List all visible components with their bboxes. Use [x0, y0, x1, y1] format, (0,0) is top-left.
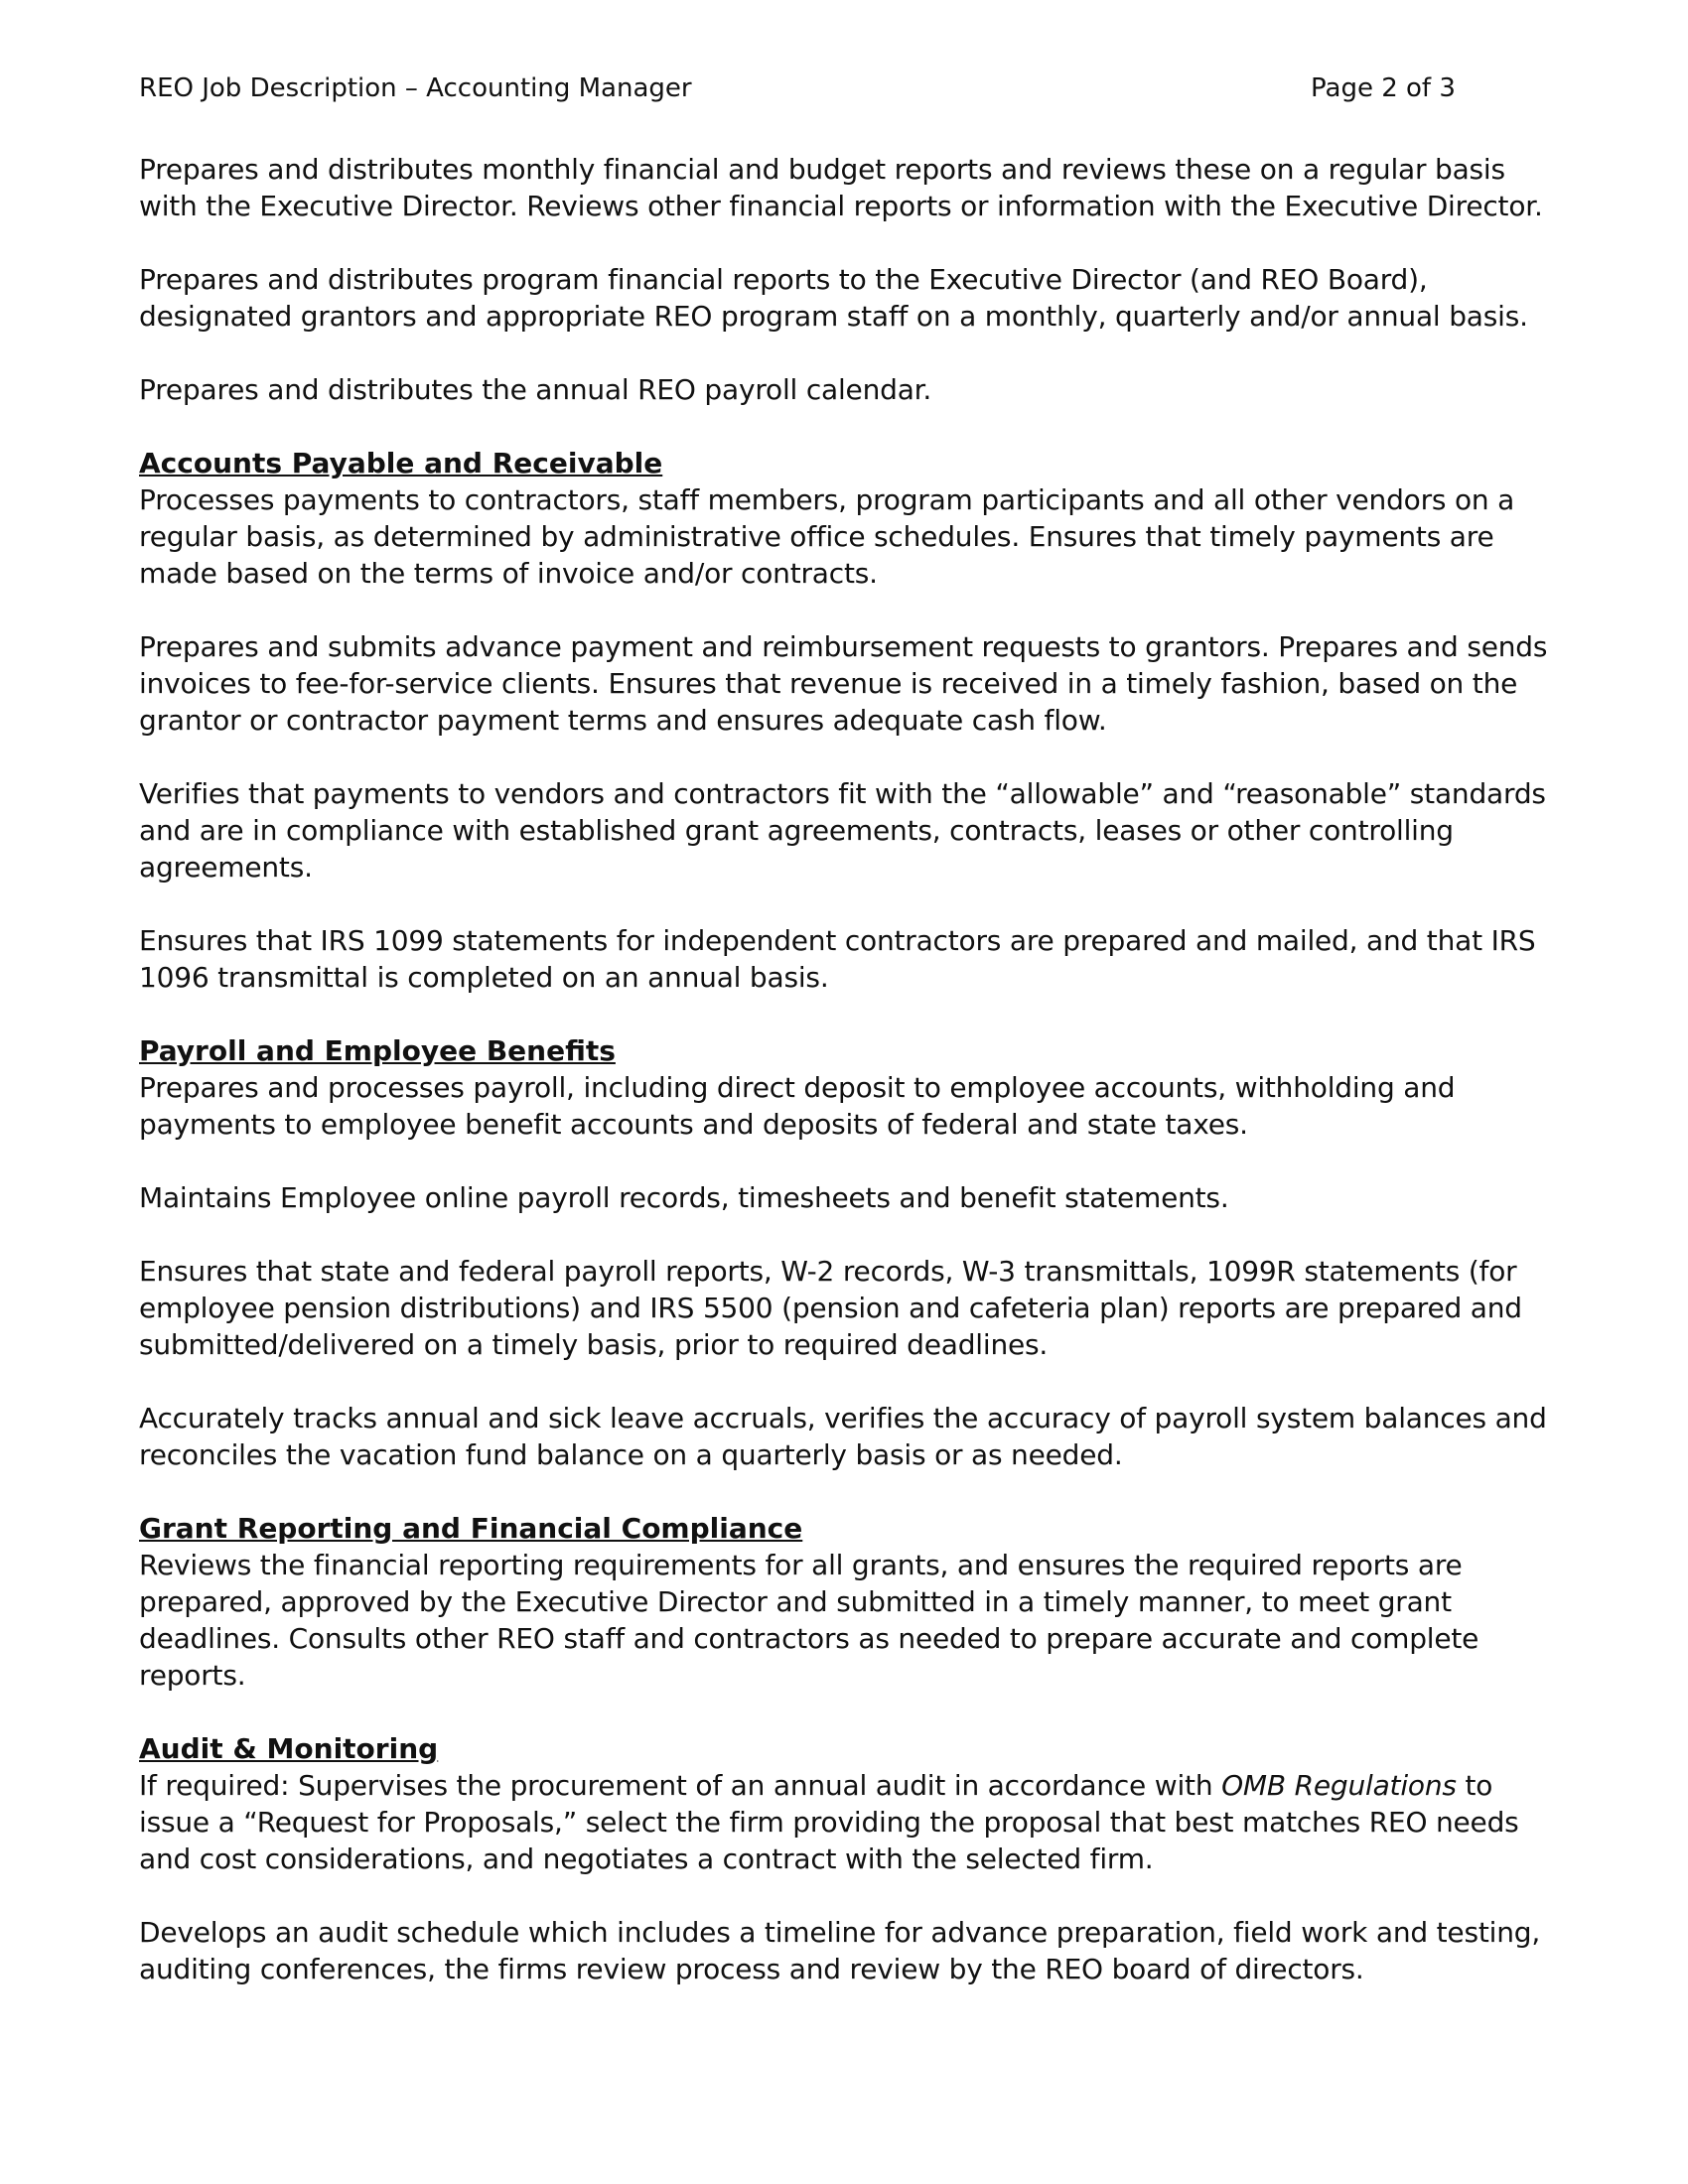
audit-text-before: If required: Supervises the procurement of an annual audit in accordance with: [139, 1769, 1222, 1802]
section-paragraph: Reviews the financial reporting requirements for all grants, and ensures the required reports are prepared, approved by the Executive Director and submitted in a timely manner, to meet grant deadlines. Consults other REO staff and contractors as needed to prepare accurate and complete reports.: [139, 1549, 1479, 1692]
section-heading: Audit & Monitoring: [139, 1732, 439, 1765]
document-body: [139, 151, 1549, 1987]
section-paragraph: Prepares and processes payroll, including direct deposit to employee accounts, withholding and payments to employee benefit accounts and deposits of federal and state taxes.: [139, 1071, 1456, 1141]
section-payroll: [139, 1032, 1549, 1473]
section-accounts-payable: [139, 445, 1549, 996]
section-paragraph: Ensures that state and federal payroll reports, W-2 records, W-3 transmittals, 1099R statements (for employee pension distributions) and IRS 5500 (pension and cafeteria plan) reports are prepared and submitted/delivered on a timely basis, prior to required deadlines.: [139, 1255, 1522, 1361]
section-audit: [139, 1730, 1549, 1987]
omb-regulations-reference: OMB Regulations: [1221, 1769, 1457, 1802]
intro-paragraph: Prepares and distributes monthly financial and budget reports and reviews these on a regular basis with the Executive Director. Reviews other financial reports or information with the Executive Director.: [139, 153, 1543, 222]
section-heading: Grant Reporting and Financial Compliance: [139, 1512, 803, 1545]
section-paragraph: Develops an audit schedule which includes a timeline for advance preparation, field work and testing, auditing conferences, the firms review process and review by the REO board of directors.: [139, 1916, 1541, 1985]
section-paragraph: Prepares and submits advance payment and reimbursement requests to grantors. Prepares and sends invoices to fee-for-service clients. Ensures that revenue is received in a timely fashion, based on the grantor or contractor payment terms and ensures adequate cash flow.: [139, 630, 1548, 737]
section-paragraph: Maintains Employee online payroll records, timesheets and benefit statements.: [139, 1181, 1229, 1214]
section-paragraph: Processes payments to contractors, staff members, program participants and all other vendors on a regular basis, as determined by administrative office schedules. Ensures that timely payments are made based on the terms of invoice and/or contracts.: [139, 483, 1515, 590]
section-paragraph: Ensures that IRS 1099 statements for independent contractors are prepared and mailed, and that IRS 1096 transmittal is completed on an annual basis.: [139, 924, 1536, 994]
audit-text-after: to issue a “Request for Proposals,” select the firm providing the proposal that best matches REO needs and cost considerations, and negotiates a contract with the selected firm.: [139, 1769, 1519, 1875]
page-header: [139, 69, 1549, 109]
section-heading: Payroll and Employee Benefits: [139, 1034, 616, 1067]
section-paragraph: Accurately tracks annual and sick leave accruals, verifies the accuracy of payroll system balances and reconciles the vacation fund balance on a quarterly basis or as needed.: [139, 1402, 1547, 1471]
page-number: Page 2 of 3: [1311, 73, 1456, 103]
section-grant-reporting: [139, 1510, 1549, 1694]
audit-procurement-paragraph: [139, 1767, 1549, 1877]
section-paragraph: Verifies that payments to vendors and contractors fit with the “allowable” and “reasonable” standards and are in compliance with established grant agreements, contracts, leases or other controlling agreements.: [139, 777, 1546, 884]
intro-paragraph: Prepares and distributes program financial reports to the Executive Director (and REO Board), designated grantors and appropriate REO program staff on a monthly, quarterly and/or annual basis.: [139, 263, 1528, 333]
section-heading: Accounts Payable and Receivable: [139, 447, 663, 479]
document-page: [139, 69, 1549, 2024]
document-title: REO Job Description – Accounting Manager: [139, 73, 692, 103]
intro-paragraph: Prepares and distributes the annual REO payroll calendar.: [139, 373, 932, 406]
